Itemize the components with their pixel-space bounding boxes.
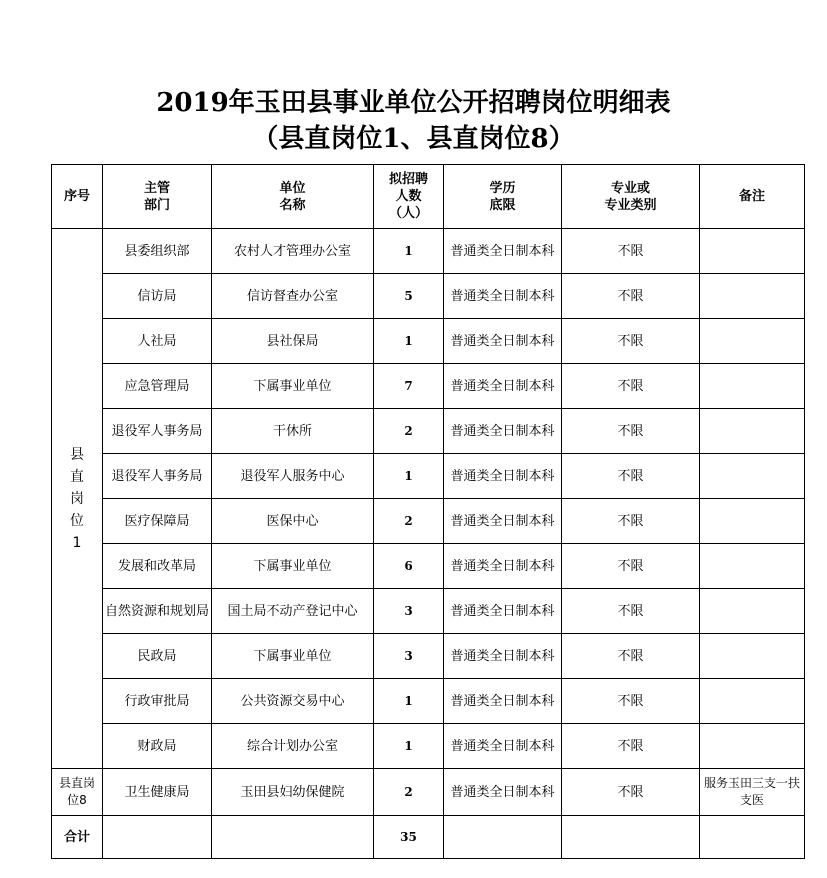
- count-cell-text: 5: [404, 288, 413, 303]
- major-cell: [562, 319, 700, 364]
- empty-cell: [562, 816, 700, 859]
- dept-cell-text: 应急管理局: [124, 378, 190, 394]
- unit-cell: [212, 634, 374, 679]
- education-cell-text: 普通类全日制本科: [450, 513, 555, 529]
- education-cell: [444, 589, 562, 634]
- page-title: 2019年玉田县事业单位公开招聘岗位明细表: [156, 88, 671, 118]
- table-row: [52, 409, 805, 454]
- count-cell-text: 1: [404, 333, 413, 348]
- dept-cell: [103, 769, 212, 816]
- education-cell-text: 普通类全日制本科: [450, 784, 555, 800]
- education-cell-text: 普通类全日制本科: [450, 243, 555, 259]
- education-cell: [444, 679, 562, 724]
- note-cell: [700, 589, 805, 634]
- major-cell-text: 不限: [617, 648, 644, 664]
- note-cell: [700, 409, 805, 454]
- education-cell: [444, 274, 562, 319]
- note-cell: [700, 724, 805, 769]
- education-cell: [444, 454, 562, 499]
- major-cell-text: 不限: [617, 333, 644, 349]
- empty-cell: [700, 816, 805, 859]
- dept-cell: [103, 319, 212, 364]
- header-education: 学历 底限: [444, 165, 562, 229]
- table-row: [52, 229, 805, 274]
- empty-cell: [212, 816, 374, 859]
- note-cell: [700, 679, 805, 724]
- count-cell-text: 1: [404, 243, 413, 258]
- unit-cell: [212, 724, 374, 769]
- count-cell: [374, 724, 444, 769]
- major-cell: [562, 724, 700, 769]
- count-cell-text: 1: [404, 738, 413, 753]
- dept-cell-text: 县委组织部: [124, 243, 190, 259]
- major-cell: [562, 544, 700, 589]
- group-label-1: [52, 229, 103, 769]
- count-cell: [374, 229, 444, 274]
- education-cell: [444, 499, 562, 544]
- total-count-text: 35: [400, 829, 417, 844]
- education-cell: [444, 769, 562, 816]
- dept-cell-text: 财政局: [137, 738, 177, 754]
- unit-cell: [212, 364, 374, 409]
- major-cell: [562, 634, 700, 679]
- total-row: [52, 816, 805, 859]
- page-subtitle: （县直岗位1、县直岗位8）: [252, 124, 575, 154]
- header-count: 拟招聘 人数 （人）: [374, 165, 444, 229]
- count-cell-text: 3: [404, 603, 413, 618]
- unit-cell: [212, 454, 374, 499]
- dept-cell: [103, 589, 212, 634]
- recruitment-table: [51, 164, 805, 859]
- unit-cell-text: 县社保局: [266, 333, 319, 349]
- education-cell: [444, 364, 562, 409]
- major-cell: [562, 589, 700, 634]
- unit-cell-text: 国土局不动产登记中心: [227, 603, 358, 619]
- total-label: [52, 816, 103, 859]
- note-cell: [700, 544, 805, 589]
- count-cell: [374, 679, 444, 724]
- unit-cell: [212, 679, 374, 724]
- note-cell: [700, 634, 805, 679]
- unit-cell: [212, 769, 374, 816]
- note-cell: [700, 499, 805, 544]
- education-cell: [444, 724, 562, 769]
- count-cell-text: 7: [404, 378, 413, 393]
- table-row: [52, 589, 805, 634]
- dept-cell-text: 人社局: [137, 333, 177, 349]
- major-cell-text: 不限: [617, 513, 644, 529]
- total-count: [374, 816, 444, 859]
- unit-cell-text: 下属事业单位: [253, 648, 332, 664]
- unit-cell: [212, 589, 374, 634]
- group-label-8-text: 县直岗位8: [58, 776, 95, 807]
- dept-cell: [103, 499, 212, 544]
- education-cell: [444, 409, 562, 454]
- count-cell: [374, 364, 444, 409]
- unit-cell-text: 农村人才管理办公室: [233, 243, 351, 259]
- major-cell: [562, 364, 700, 409]
- table-row: [52, 724, 805, 769]
- dept-cell-text: 卫生健康局: [124, 784, 190, 800]
- count-cell-text: 2: [404, 513, 413, 528]
- count-cell: [374, 274, 444, 319]
- major-cell: [562, 274, 700, 319]
- major-cell-text: 不限: [617, 288, 644, 304]
- major-cell-text: 不限: [617, 378, 644, 394]
- count-cell-text: 3: [404, 648, 413, 663]
- unit-cell-text: 下属事业单位: [253, 558, 332, 574]
- major-cell: [562, 454, 700, 499]
- table-row: [52, 769, 805, 816]
- major-cell-text: 不限: [617, 423, 644, 439]
- major-cell: [562, 679, 700, 724]
- education-cell-text: 普通类全日制本科: [450, 468, 555, 484]
- major-cell-text: 不限: [617, 784, 644, 800]
- unit-cell-text: 退役军人服务中心: [240, 468, 345, 484]
- count-cell-text: 6: [404, 558, 413, 573]
- dept-cell: [103, 679, 212, 724]
- education-cell-text: 普通类全日制本科: [450, 558, 555, 574]
- major-cell-text: 不限: [617, 603, 644, 619]
- dept-cell-text: 医疗保障局: [124, 513, 190, 529]
- major-cell: [562, 769, 700, 816]
- header-seq: 序号: [52, 165, 103, 229]
- education-cell: [444, 229, 562, 274]
- unit-cell-text: 玉田县妇幼保健院: [240, 784, 345, 800]
- note-cell: [700, 229, 805, 274]
- group-label-8: [52, 769, 103, 816]
- table-row: [52, 544, 805, 589]
- dept-cell-text: 民政局: [137, 648, 177, 664]
- note-cell: [700, 454, 805, 499]
- empty-cell: [103, 816, 212, 859]
- education-cell-text: 普通类全日制本科: [450, 603, 555, 619]
- unit-cell: [212, 544, 374, 589]
- note-cell: [700, 319, 805, 364]
- unit-cell: [212, 499, 374, 544]
- unit-cell: [212, 319, 374, 364]
- header-unit: 单位 名称: [212, 165, 374, 229]
- education-cell-text: 普通类全日制本科: [450, 378, 555, 394]
- major-cell: [562, 409, 700, 454]
- education-cell-text: 普通类全日制本科: [450, 648, 555, 664]
- count-cell: [374, 499, 444, 544]
- count-cell: [374, 589, 444, 634]
- unit-cell-text: 公共资源交易中心: [240, 693, 345, 709]
- unit-cell: [212, 409, 374, 454]
- dept-cell: [103, 724, 212, 769]
- count-cell-text: 1: [404, 693, 413, 708]
- unit-cell-text: 医保中心: [266, 513, 319, 529]
- major-cell: [562, 499, 700, 544]
- dept-cell: [103, 274, 212, 319]
- unit-cell: [212, 229, 374, 274]
- note-cell: [700, 769, 805, 816]
- unit-cell-text: 综合计划办公室: [246, 738, 338, 754]
- table-row: [52, 634, 805, 679]
- dept-cell-text: 信访局: [137, 288, 177, 304]
- count-cell-text: 2: [404, 784, 413, 799]
- education-cell-text: 普通类全日制本科: [450, 423, 555, 439]
- dept-cell-text: 退役军人事务局: [111, 423, 203, 439]
- group-label-1-text: 县直岗位1: [70, 446, 84, 551]
- table-row: [52, 454, 805, 499]
- count-cell: [374, 409, 444, 454]
- major-cell-text: 不限: [617, 468, 644, 484]
- header-dept: 主管 部门: [103, 165, 212, 229]
- dept-cell: [103, 634, 212, 679]
- table-row: [52, 499, 805, 544]
- dept-cell-text: 行政审批局: [124, 693, 190, 709]
- count-cell: [374, 544, 444, 589]
- count-cell: [374, 454, 444, 499]
- education-cell: [444, 544, 562, 589]
- unit-cell-text: 下属事业单位: [253, 378, 332, 394]
- unit-cell-text: 信访督查办公室: [246, 288, 338, 304]
- education-cell-text: 普通类全日制本科: [450, 333, 555, 349]
- table-row: [52, 364, 805, 409]
- dept-cell: [103, 544, 212, 589]
- empty-cell: [444, 816, 562, 859]
- dept-cell: [103, 409, 212, 454]
- count-cell-text: 2: [404, 423, 413, 438]
- education-cell-text: 普通类全日制本科: [450, 693, 555, 709]
- header-row: [52, 165, 805, 229]
- major-cell-text: 不限: [617, 693, 644, 709]
- table-row: [52, 274, 805, 319]
- dept-cell-text: 发展和改革局: [117, 558, 196, 574]
- major-cell-text: 不限: [617, 738, 644, 754]
- major-cell-text: 不限: [617, 243, 644, 259]
- header-note: 备注: [700, 165, 805, 229]
- dept-cell-text: 退役军人事务局: [111, 468, 203, 484]
- total-label-text: 合计: [63, 829, 90, 845]
- unit-cell-text: 干休所: [272, 423, 312, 439]
- table-row: [52, 319, 805, 364]
- education-cell: [444, 634, 562, 679]
- education-cell-text: 普通类全日制本科: [450, 738, 555, 754]
- count-cell: [374, 769, 444, 816]
- note-cell: [700, 274, 805, 319]
- dept-cell: [103, 364, 212, 409]
- count-cell: [374, 634, 444, 679]
- education-cell-text: 普通类全日制本科: [450, 288, 555, 304]
- education-cell: [444, 319, 562, 364]
- count-cell: [374, 319, 444, 364]
- table-row: [52, 679, 805, 724]
- dept-cell: [103, 229, 212, 274]
- dept-cell: [103, 454, 212, 499]
- major-cell: [562, 229, 700, 274]
- major-cell-text: 不限: [617, 558, 644, 574]
- count-cell-text: 1: [404, 468, 413, 483]
- note-cell: [700, 364, 805, 409]
- note-cell-text: 服务玉田三支一扶支医: [703, 776, 800, 807]
- unit-cell: [212, 274, 374, 319]
- header-major: 专业或 专业类别: [562, 165, 700, 229]
- dept-cell-text: 自然资源和规划局: [104, 603, 209, 619]
